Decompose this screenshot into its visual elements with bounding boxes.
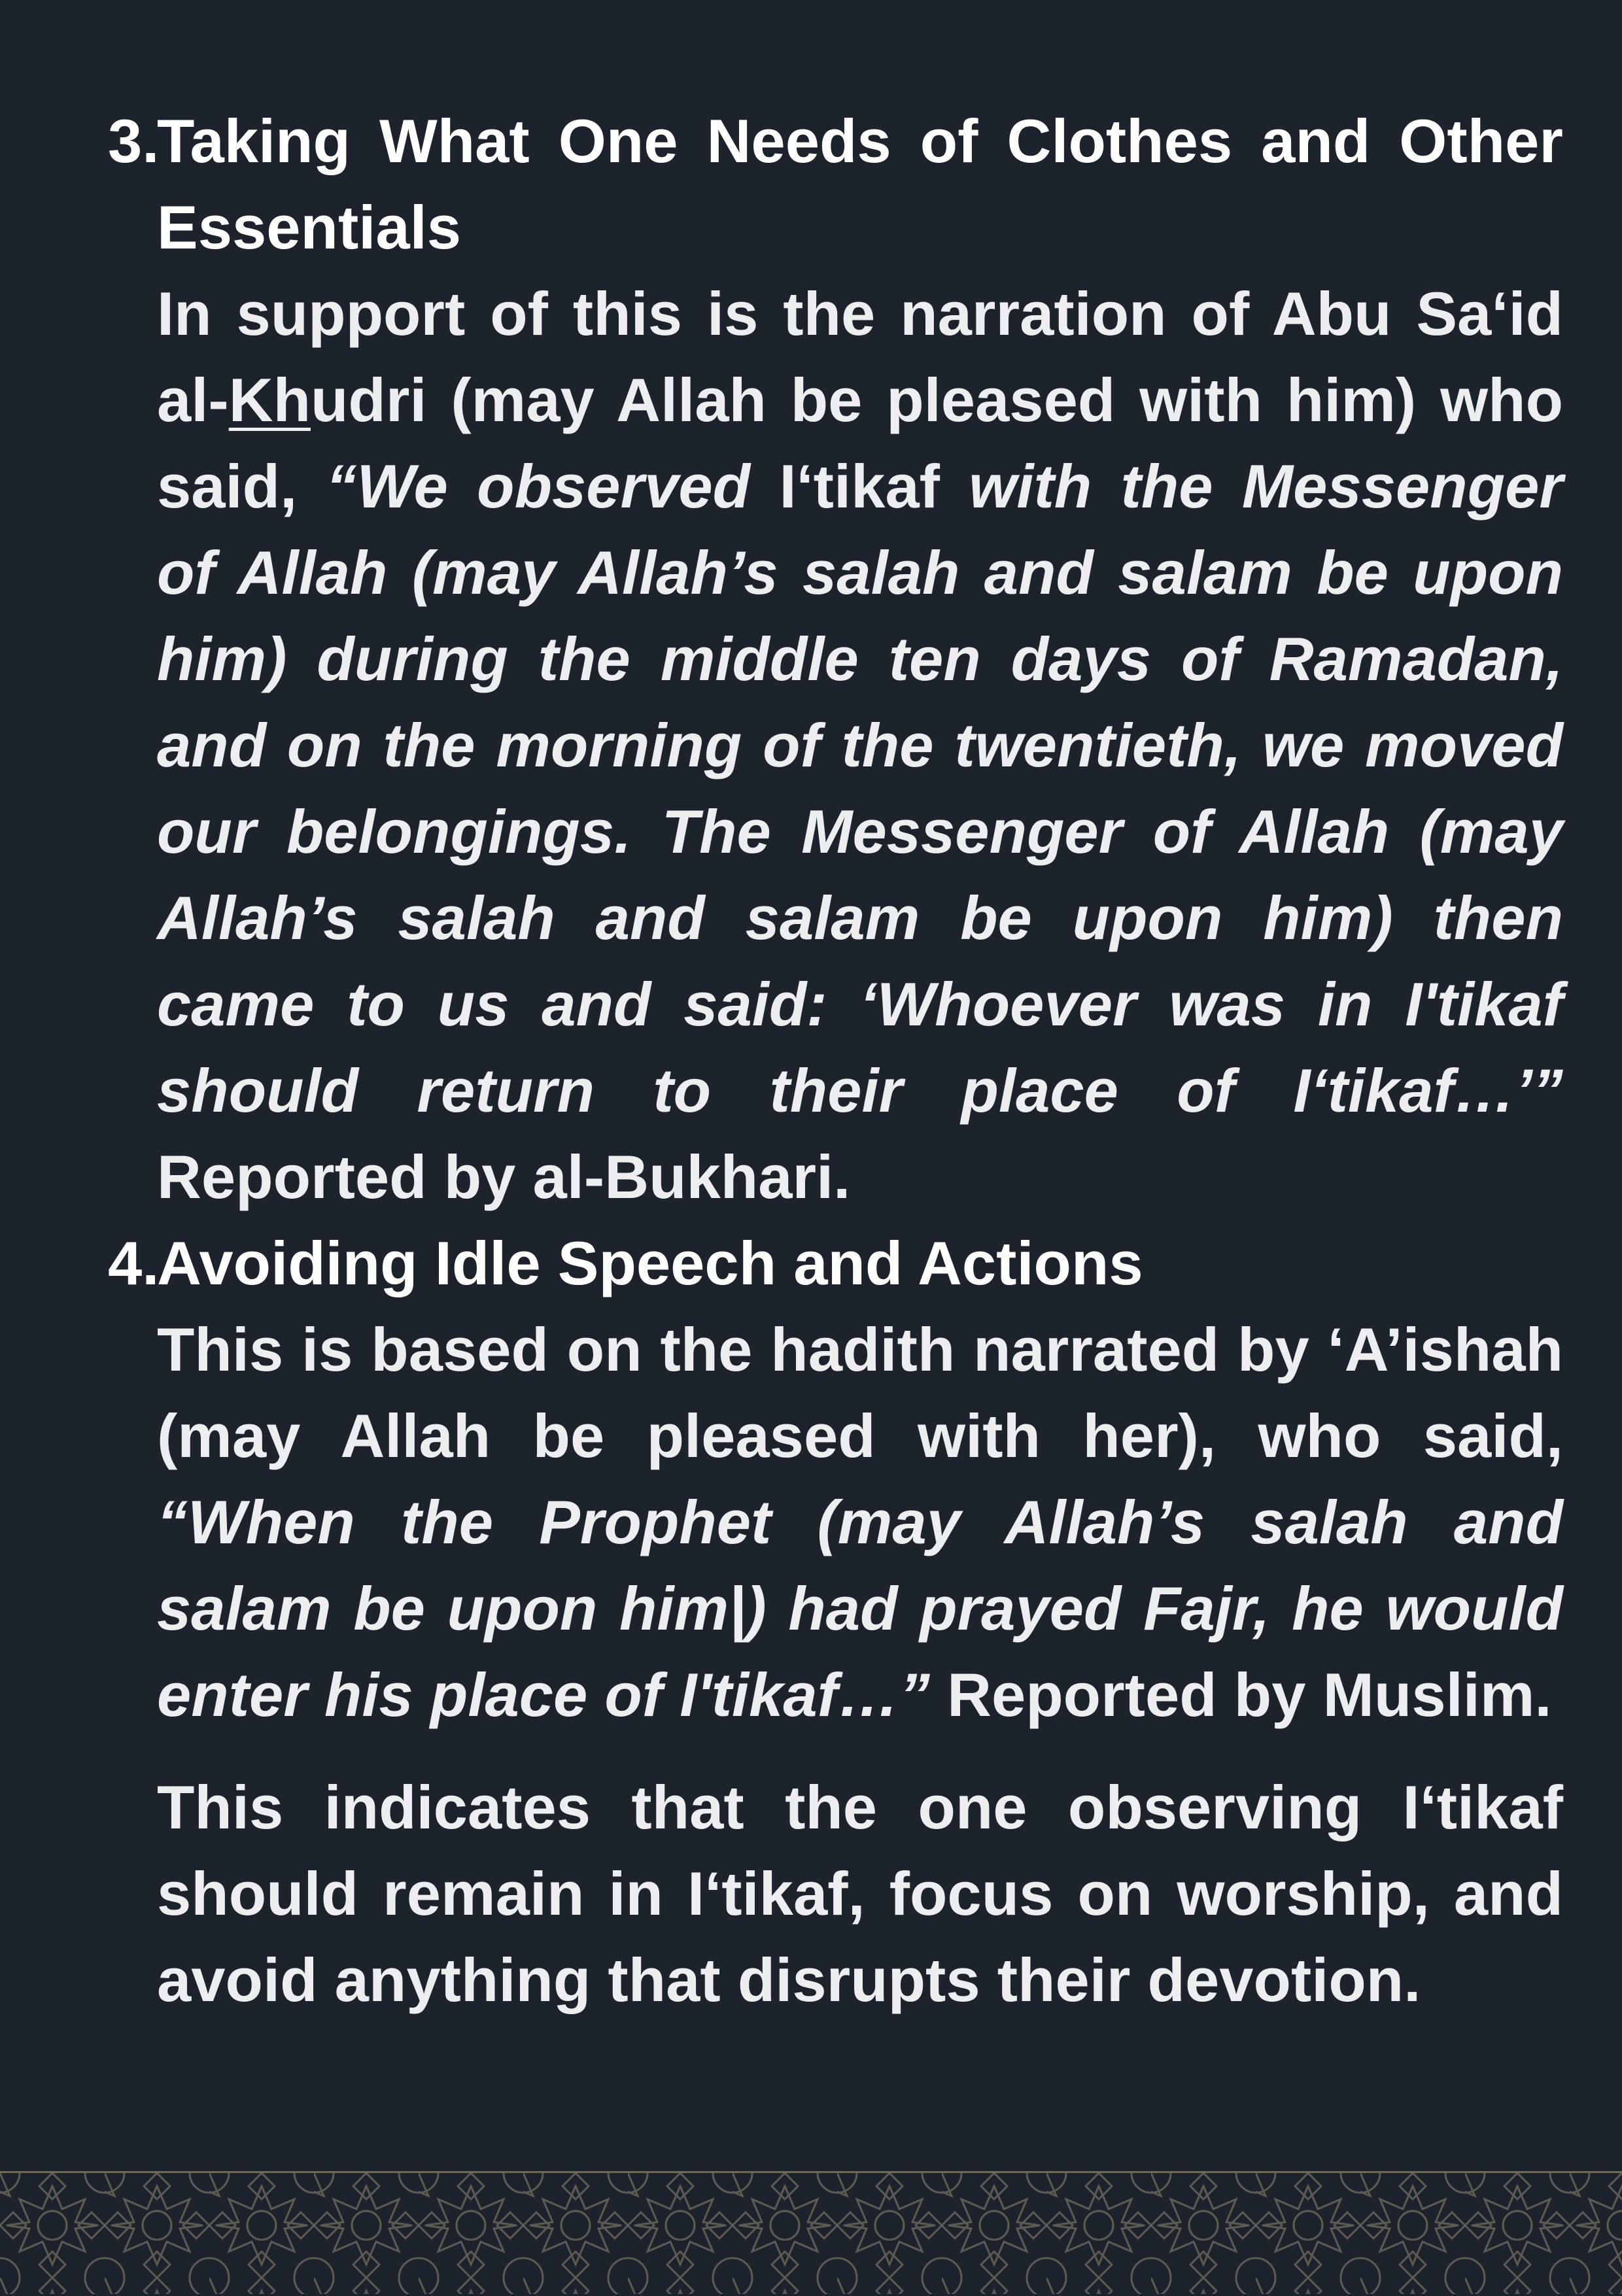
geometric-pattern-icon bbox=[0, 2173, 1622, 2294]
body-intro: In support of this is the narration of Abu Sa‘id al- bbox=[157, 279, 1563, 434]
section-title: Taking What One Needs of Clothes and Other Essentials bbox=[157, 107, 1563, 262]
hadith-quote-open: “We observed bbox=[326, 452, 780, 521]
section-body-4 bbox=[157, 1307, 1563, 1738]
hadith-source: Reported by Muslim. bbox=[929, 1660, 1552, 1729]
hadith-source: Reported by al-Bukhari. bbox=[157, 1142, 851, 1211]
hadith-quote-term: I‘tikaf bbox=[779, 452, 940, 521]
section-body-3 bbox=[157, 271, 1563, 1220]
section-number: 3. bbox=[108, 107, 160, 175]
section-heading-3 bbox=[108, 98, 1563, 271]
hadith-quote: with the Messenger of Allah (may Allah’s salah and salam be upon him) during the middle ten days of Ramadan, and on the morning of the twentieth, we moved our belongings. The Messenger of Allah (may Allah’s salah and salam be upon him) then came to us and said: ‘Whoever was in I'tikaf should return to their place of I‘tikaf…’” bbox=[157, 452, 1563, 1125]
underlined-letters: Kh bbox=[228, 366, 311, 434]
section-heading-4 bbox=[108, 1220, 1563, 1307]
conclusion-paragraph: This indicates that the one observing I‘tikaf should remain in I‘tikaf, focus on worship, and avoid anything that disrupts their devotion. bbox=[157, 1773, 1563, 2014]
hadith-quote: “When the Prophet (may Allah’s salah and salam be upon him|) had prayed Fajr, he would enter his place of I'tikaf…” bbox=[157, 1488, 1563, 1729]
body-intro: This is based on the hadith narrated by ‘A’ishah (may Allah be pleased with her), who said, bbox=[157, 1315, 1563, 1470]
body-intro-rest: udri (may Allah be pleased with him) who said, bbox=[157, 366, 1563, 521]
footer-pattern-band bbox=[0, 2171, 1622, 2296]
section-number: 4. bbox=[108, 1229, 160, 1297]
page-content bbox=[108, 98, 1563, 2023]
section-title: Avoiding Idle Speech and Actions bbox=[157, 1229, 1143, 1297]
